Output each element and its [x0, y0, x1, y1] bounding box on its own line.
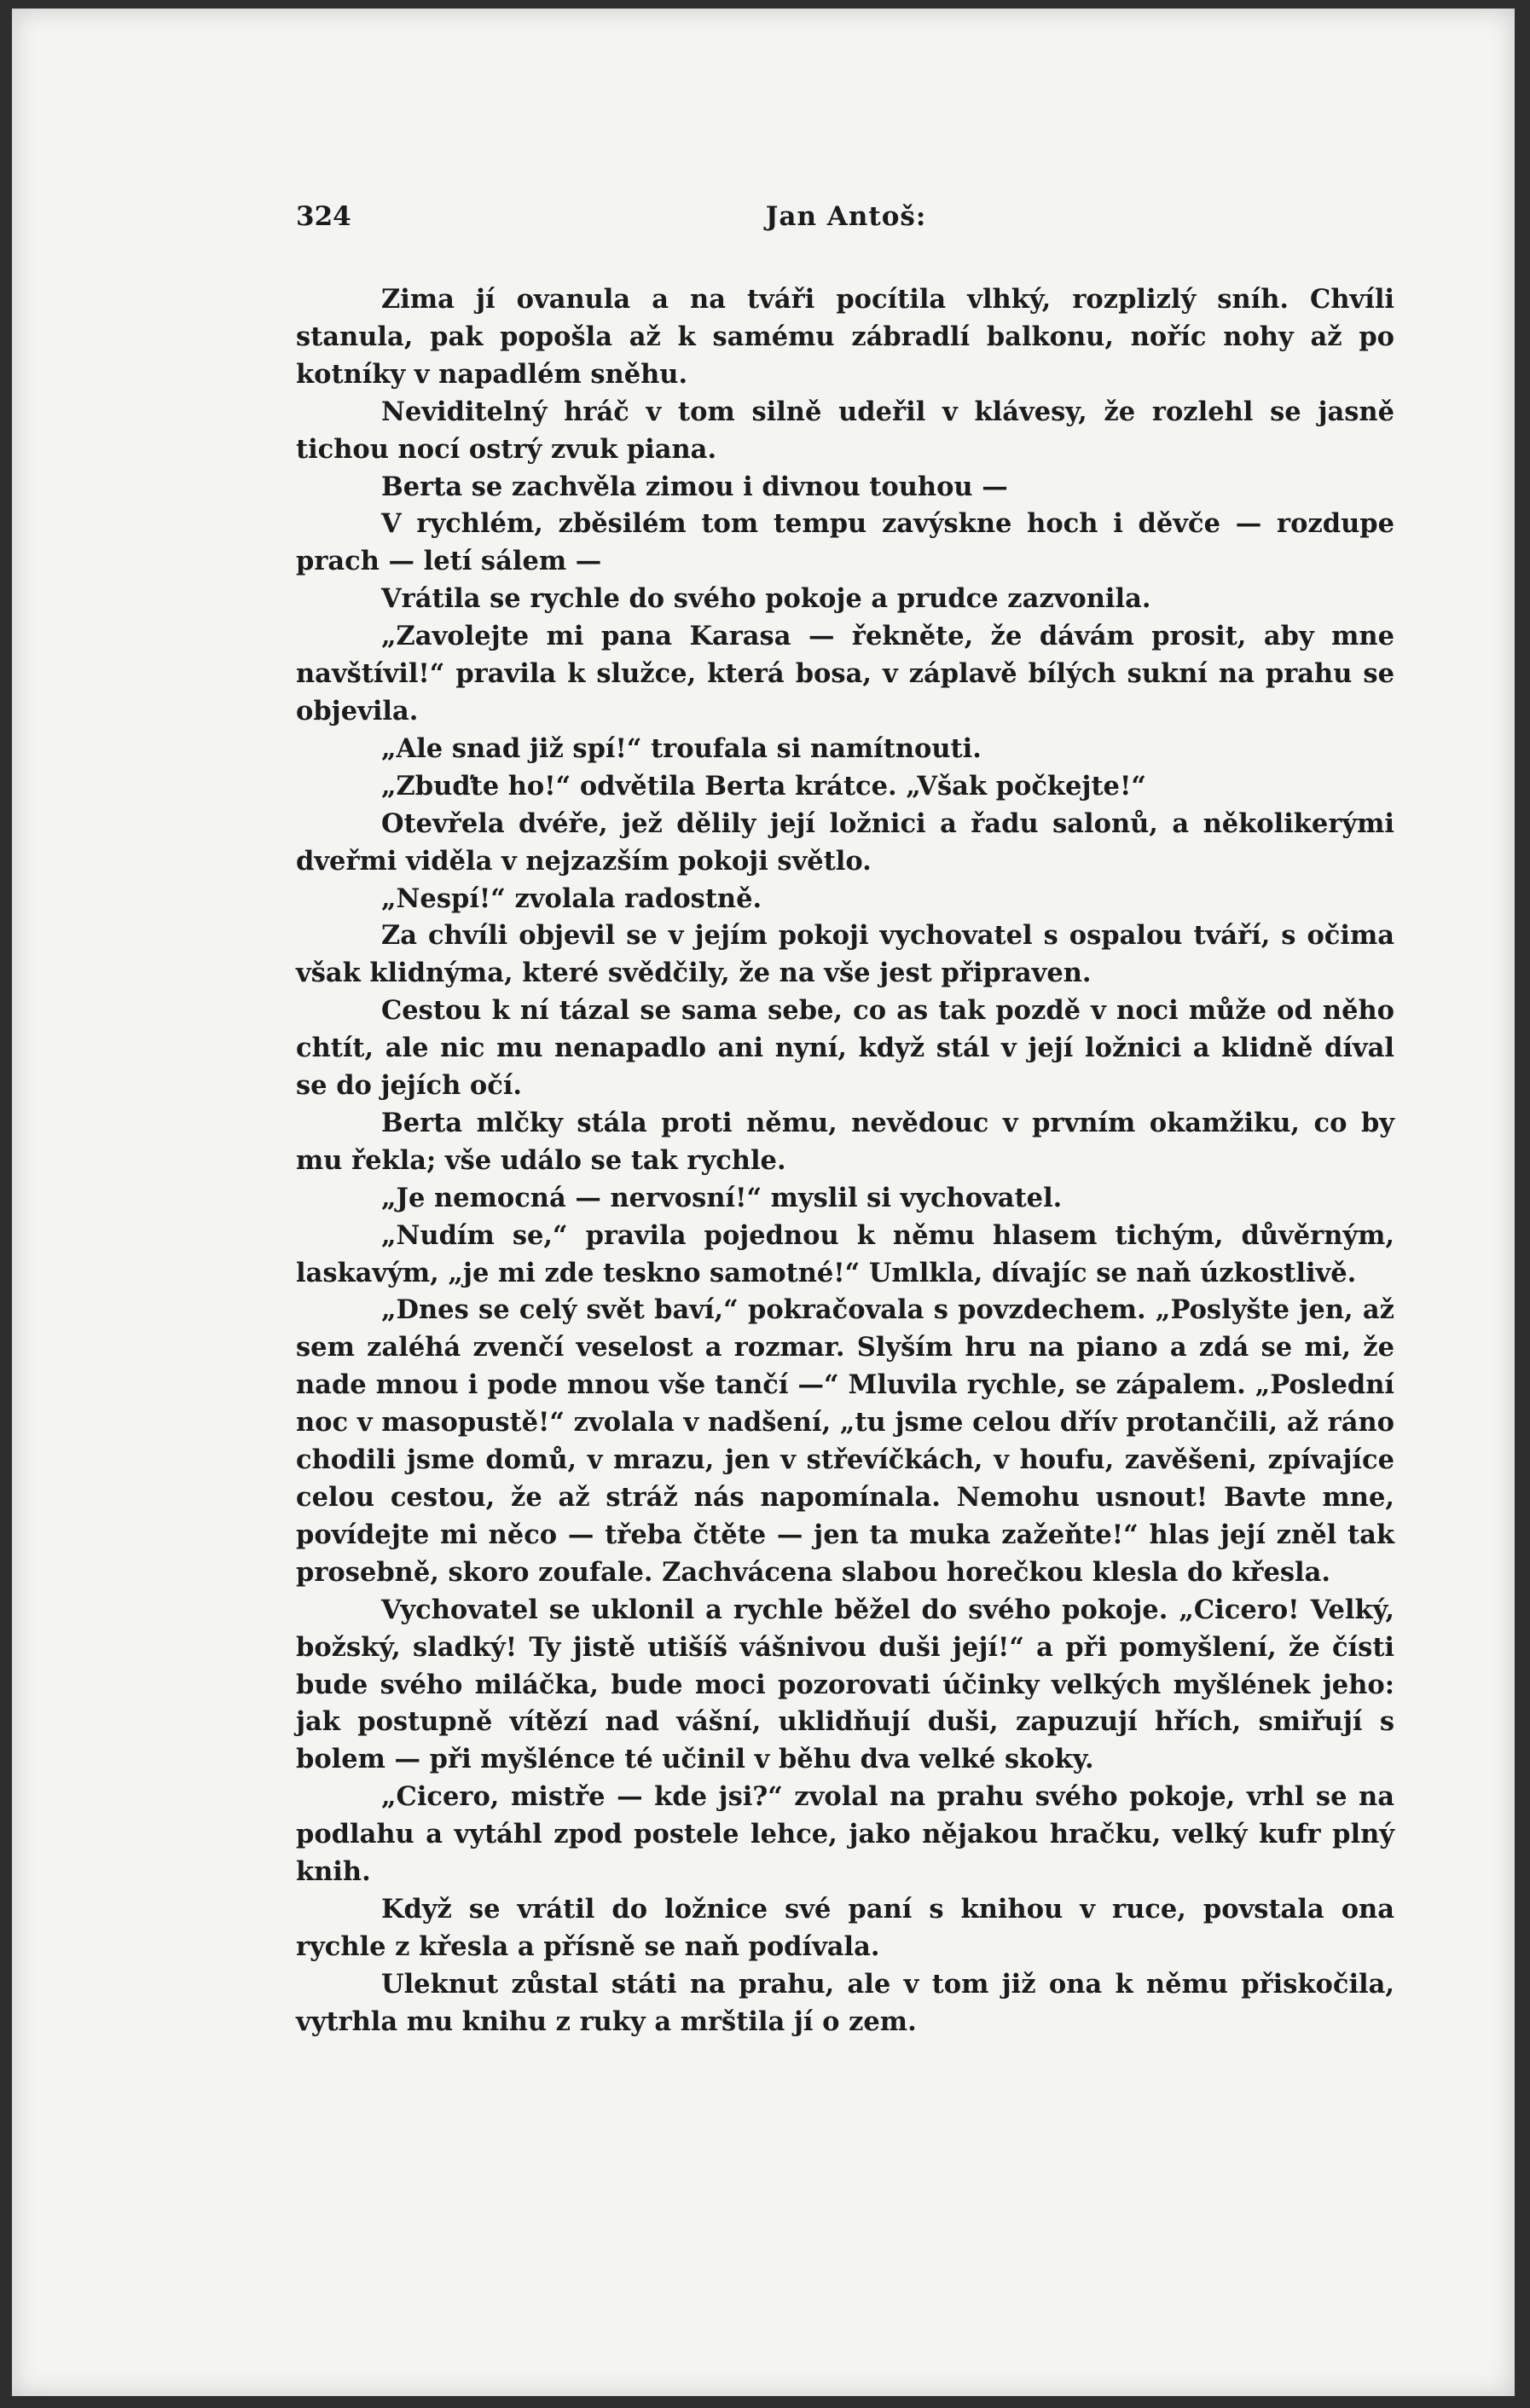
paragraph: Cestou k ní tázal se sama sebe, co as tak pozdě v noci může od něho chtít, ale nic mu nenapadlo ani nyní, když stál v její ložnici a klidně díval se do jejích očí.: [296, 995, 1394, 1102]
paragraph: „Nespí!“ zvolala radostně.: [381, 883, 762, 914]
paragraph: Berta mlčky stála proti němu, nevědouc v prvním okamžiku, co by mu řekla; vše událo se tak rychle.: [296, 1107, 1394, 1176]
paragraph: Uleknut zůstal státi na prahu, ale v tom již ona k němu přiskočila, vytrhla mu knihu z ruky a mrštila jí o zem.: [296, 1968, 1394, 2037]
paragraph: „Zbuďte ho!“ odvětila Berta krátce. „Však počkejte!“: [381, 770, 1146, 802]
paragraph: V rychlém, zběsilém tom tempu zavýskne hoch i děvče — rozdupe prach — letí sálem —: [296, 508, 1394, 577]
paragraph: Když se vrátil do ložnice své paní s knihou v ruce, povstala ona rychle z křesla a přísně se naň podívala.: [296, 1893, 1394, 1962]
body-text: [296, 281, 1394, 2041]
paragraph: „Ale snad již spí!“ troufala si namítnouti.: [381, 732, 982, 764]
paragraph: „Dnes se celý svět baví,“ pokračovala s povzdechem. „Poslyšte jen, až sem zaléhá zvenčí veselost a rozmar. Slyším hru na piano a zdá se mi, že nade mnou i pode mnou vše tančí —“ Mluvila rychle, se zápalem. „Poslední noc v masopustě!“ zvolala v nadšení, „tu jsme celou dřív protančili, až ráno chodili jsme domů, v mrazu, jen v střevíčkách, v houfu, zavěšeni, zpívajíce celou cestou, že až stráž nás napomínala. Nemohu usnout! Bavte mne, povídejte mi něco — třeba čtěte — jen ta muka zažeňte!“ hlas její zněl tak prosebně, skoro zoufale. Zachvácena slabou horečkou klesla do křesla.: [296, 1294, 1394, 1588]
paragraph: Zima jí ovanula a na tváři pocítila vlhký, rozplizlý sníh. Chvíli stanula, pak popošla až k samému zábradlí balkonu, noříc nohy až po kotníky v napadlém sněhu.: [296, 284, 1394, 390]
paragraph: „Zavolejte mi pana Karasa — řekněte, že dávám prosit, aby mne navštívil!“ pravila k služce, která bosa, v záplavě bílých sukní na prahu se objevila.: [296, 621, 1394, 726]
paragraph: Za chvíli objevil se v jejím pokoji vychovatel s ospalou tváří, s očima však klidnýma, které svědčily, že na vše jest připraven.: [296, 920, 1394, 989]
page-header: [296, 201, 1396, 244]
paragraph: Berta se zachvěla zimou i divnou touhou —: [381, 471, 1008, 502]
paragraph: Otevřela dvéře, jež dělily její ložnici a řadu salonů, a několikerými dveřmi viděla v nejzazším pokoji světlo.: [296, 807, 1394, 877]
paragraph: „Cicero, mistře — kde jsi?“ zvolal na prahu svého pokoje, vrhl se na podlahu a vytáhl zpod postele lehce, jako nějakou hračku, velký kufr plný knih.: [296, 1781, 1394, 1888]
paragraph: Neviditelný hráč v tom silně udeřil v klávesy, že rozlehl se jasně tichou nocí ostrý zvuk piana.: [296, 396, 1394, 465]
paragraph: Vrátila se rychle do svého pokoje a prudce zazvonila.: [381, 583, 1151, 615]
running-head: Jan Antoš:: [765, 201, 927, 232]
paragraph: „Nudím se,“ pravila pojednou k němu hlasem tichým, důvěrným, laskavým, „je mi zde teskno samotné!“ Umlkla, dívajíc se naň úzkostlivě.: [296, 1219, 1394, 1288]
book-page: [12, 9, 1515, 2396]
paragraph: Vychovatel se uklonil a rychle běžel do svého pokoje. „Cicero! Velký, božský, sladký! Ty jistě utišíš vášnivou duši její!“ a při pomyšlení, že čísti bude svého miláčka, bude moci pozorovati účinky velkých myšlének jeho: jak postupně vítězí nad vášní, uklidňují duši, zapuzují hřích, smiřují s bolem — při myšlénce té učinil v běhu dva velké skoky.: [296, 1594, 1394, 1775]
paragraph: „Je nemocná — nervosní!“ myslil si vychovatel.: [381, 1182, 1063, 1213]
page-number: 324: [296, 201, 351, 232]
